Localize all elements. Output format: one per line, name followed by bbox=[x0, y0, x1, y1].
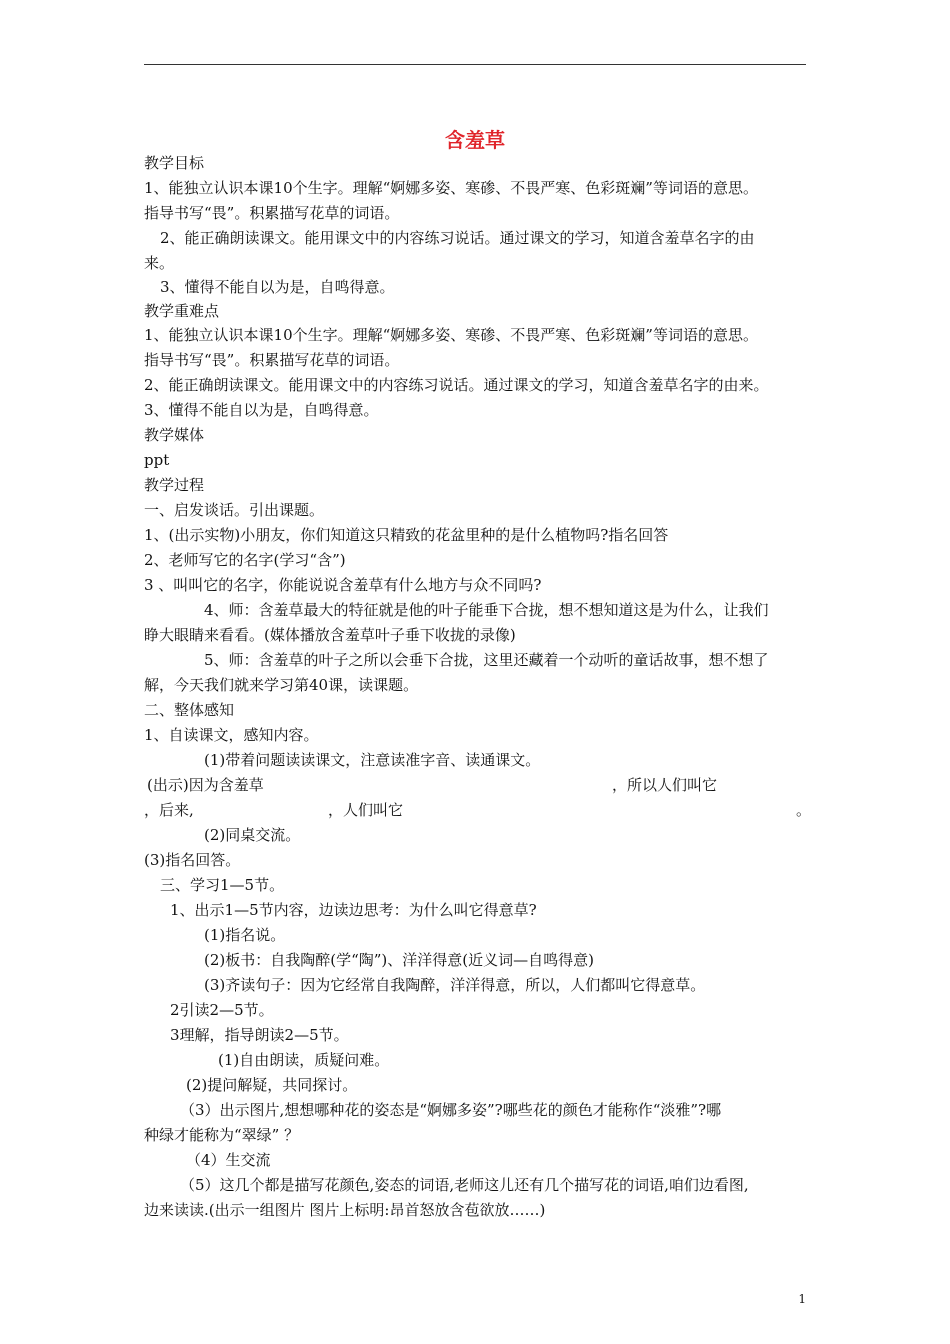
text-line: (3)指名回答。 bbox=[144, 851, 241, 869]
text-line: 5、师：含羞草的叶子之所以会垂下合拢，这里还藏着一个动听的童话故事，想不想了 bbox=[204, 651, 769, 669]
text-line: 指导书写“畏”。积累描写花草的词语。 bbox=[144, 204, 400, 222]
text-line: (2)板书：自我陶醉(学“陶”)、洋洋得意(近义词—自鸣得意) bbox=[204, 951, 594, 969]
text-line: 教学过程 bbox=[144, 476, 205, 494]
header-rule bbox=[144, 64, 806, 65]
text-line: 1、能独立认识本课10个生字。理解“婀娜多姿、寒碜、不畏严寒、色彩斑斓”等词语的意思。 bbox=[144, 326, 758, 344]
text-line: （3）出示图片,想想哪种花的姿态是“婀娜多姿”?哪些花的颜色才能称作“淡雅”?哪 bbox=[180, 1101, 722, 1119]
text-line: 1、能独立认识本课10个生字。理解“婀娜多姿、寒碜、不畏严寒、色彩斑斓”等词语的意思。 bbox=[144, 179, 758, 197]
text-line: 教学重难点 bbox=[144, 302, 220, 320]
text-line: 解，今天我们就来学习第40课，读课题。 bbox=[144, 676, 419, 694]
document-title: 含羞草 bbox=[445, 128, 505, 152]
text-line: 2、能正确朗读课文。能用课文中的内容练习说话。通过课文的学习，知道含羞草名字的由 bbox=[160, 229, 755, 247]
text-line: 。 bbox=[796, 801, 812, 819]
text-line: 一、启发谈话。引出课题。 bbox=[144, 501, 325, 519]
text-line: 睁大眼睛来看看。(媒体播放含羞草叶子垂下收拢的录像) bbox=[144, 626, 516, 644]
text-line: 2、老师写它的名字(学习“含”) bbox=[144, 551, 346, 569]
text-line: 4、师：含羞草最大的特征就是他的叶子能垂下合拢，想不想知道这是为什么，让我们 bbox=[204, 601, 769, 619]
text-line: (1)指名说。 bbox=[204, 926, 286, 944]
text-line: (1)带着问题读读课文，注意读准字音、读通课文。 bbox=[204, 751, 541, 769]
text-line: ，所以人们叫它 bbox=[612, 776, 718, 794]
text-line: 教学媒体 bbox=[144, 426, 205, 444]
text-line: 边来读读.(出示一组图片 图片上标明:昂首怒放含苞欲放……) bbox=[144, 1201, 546, 1219]
text-line: (出示)因为含羞草 bbox=[147, 776, 264, 794]
text-line: 1、(出示实物)小朋友，你们知道这只精致的花盆里种的是什么植物吗?指名回答 bbox=[144, 526, 669, 544]
text-line: 3理解，指导朗读2—5节。 bbox=[170, 1026, 349, 1044]
text-line: 3、懂得不能自以为是，自鸣得意。 bbox=[160, 278, 395, 296]
text-line: 2引读2—5节。 bbox=[170, 1001, 274, 1019]
text-line: (1)自由朗读，质疑问难。 bbox=[218, 1051, 390, 1069]
text-line: 教学目标 bbox=[144, 154, 205, 172]
text-line: 3、懂得不能自以为是，自鸣得意。 bbox=[144, 401, 379, 419]
page-number: 1 bbox=[798, 1292, 806, 1306]
text-line: 来。 bbox=[144, 254, 175, 272]
text-line: (3)齐读句子：因为它经常自我陶醉，洋洋得意，所以，人们都叫它得意草。 bbox=[204, 976, 706, 994]
text-line: ppt bbox=[144, 451, 170, 469]
text-line: （4）生交流 bbox=[186, 1151, 271, 1169]
text-line: 2、能正确朗读课文。能用课文中的内容练习说话。通过课文的学习，知道含羞草名字的由来。 bbox=[144, 376, 769, 394]
text-line: (2)同桌交流。 bbox=[204, 826, 301, 844]
text-line: 种绿才能称为“翠绿” ？ bbox=[144, 1126, 300, 1144]
text-line: ，后来, bbox=[144, 801, 194, 819]
text-line: 1、出示1—5节内容，边读边思考：为什么叫它得意草? bbox=[170, 901, 537, 919]
text-line: 二、整体感知 bbox=[144, 701, 235, 719]
text-line: 三、学习1—5节。 bbox=[160, 876, 285, 894]
text-line: ，人们叫它 bbox=[328, 801, 404, 819]
text-line: 1、自读课文，感知内容。 bbox=[144, 726, 319, 744]
text-line: 指导书写“畏”。积累描写花草的词语。 bbox=[144, 351, 400, 369]
text-line: (2)提问解疑，共同探讨。 bbox=[186, 1076, 358, 1094]
text-line: 3 、叫叫它的名字，你能说说含羞草有什么地方与众不同吗? bbox=[144, 576, 542, 594]
text-line: （5）这几个都是描写花颜色,姿态的词语,老师这儿还有几个描写花的词语,咱们边看图, bbox=[180, 1176, 749, 1194]
